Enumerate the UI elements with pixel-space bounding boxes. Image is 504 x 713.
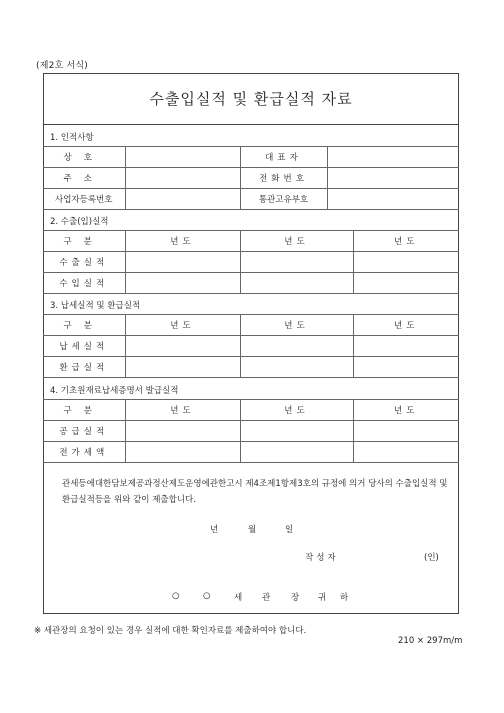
form-number-label: (제2호 서식) — [36, 61, 88, 71]
tax-year3-field[interactable] — [353, 336, 459, 357]
address-field[interactable] — [125, 168, 240, 189]
customs-code-field[interactable] — [327, 189, 459, 210]
section-heading-export-import: 2. 수출(입)실적 — [50, 217, 109, 227]
addressee-char: ○ — [203, 591, 211, 601]
table-row — [43, 252, 459, 273]
transferred-year3-field[interactable] — [353, 442, 459, 463]
import-year1-field[interactable] — [125, 273, 240, 294]
table-row — [43, 189, 459, 210]
representative-field[interactable] — [327, 147, 459, 168]
table-row — [43, 147, 459, 168]
transferred-year2-field[interactable] — [240, 442, 353, 463]
label-phone: 전화번호 — [240, 168, 327, 189]
supply-year2-field[interactable] — [240, 421, 353, 442]
writer-label: 작성자 — [305, 553, 339, 563]
label-refund-record: 환급실적 — [43, 357, 125, 378]
addressee-char: ○ — [172, 591, 180, 601]
submission-statement: 관세등에대한담보제공과정산제도운영에관한고시 제4조제1항제3호의 규정에 의거 당사의 수출입실적 및 환급실적등을 위와 같이 제출합니다. — [62, 479, 448, 505]
tax-year1-field[interactable] — [125, 336, 240, 357]
table-row — [43, 357, 459, 378]
header-year: 년도 — [353, 400, 459, 421]
export-import-table — [43, 230, 459, 294]
table-row — [43, 421, 459, 442]
section-heading-tax-refund: 3. 납세실적 및 환급실적 — [50, 301, 141, 311]
form-title: 수출입실적 및 환급실적 자료 — [43, 73, 459, 125]
addressee-char: 하 — [340, 593, 349, 603]
import-year3-field[interactable] — [353, 273, 459, 294]
refund-year3-field[interactable] — [353, 357, 459, 378]
header-year: 년도 — [125, 231, 240, 252]
label-transferred-tax: 전가세액 — [43, 442, 125, 463]
label-tax-record: 납세실적 — [43, 336, 125, 357]
label-import-record: 수입실적 — [43, 273, 125, 294]
addressee-char: 세 — [234, 593, 243, 603]
header-year: 년도 — [240, 315, 353, 336]
table-row — [43, 336, 459, 357]
refund-year1-field[interactable] — [125, 357, 240, 378]
section-heading-certificate: 4. 기초원재료납세증명서 발급실적 — [50, 386, 179, 396]
personal-info-table — [43, 146, 459, 210]
label-address: 주소 — [43, 168, 125, 189]
table-row — [43, 168, 459, 189]
label-business-reg-no: 사업자등록번호 — [43, 189, 125, 210]
table-row — [43, 315, 459, 336]
label-customs-code: 통관고유부호 — [240, 189, 327, 210]
header-category: 구분 — [43, 315, 125, 336]
export-year2-field[interactable] — [240, 252, 353, 273]
table-row — [43, 231, 459, 252]
header-year: 년도 — [240, 400, 353, 421]
header-category: 구분 — [43, 231, 125, 252]
header-year: 년도 — [125, 400, 240, 421]
tax-year2-field[interactable] — [240, 336, 353, 357]
date-year-label: 년 — [210, 525, 219, 535]
supply-year3-field[interactable] — [353, 421, 459, 442]
footnote: ※ 세관장의 요청이 있는 경우 실적에 대한 확인자료를 제출하여야 합니다. — [34, 626, 307, 636]
header-year: 년도 — [125, 315, 240, 336]
tax-refund-table — [43, 314, 459, 378]
header-year: 년도 — [353, 231, 459, 252]
addressee-char: 관 — [262, 593, 271, 603]
addressee-char: 귀 — [318, 593, 327, 603]
date-day-label: 일 — [285, 525, 294, 535]
header-category: 구분 — [43, 400, 125, 421]
supply-year1-field[interactable] — [125, 421, 240, 442]
paper-size-label: 210 × 297m/m — [398, 636, 463, 646]
section-heading-personal-info: 1. 인적사항 — [50, 133, 94, 143]
import-year2-field[interactable] — [240, 273, 353, 294]
label-supply-record: 공급실적 — [43, 421, 125, 442]
label-export-record: 수출실적 — [43, 252, 125, 273]
label-representative: 대표자 — [240, 147, 327, 168]
table-row — [43, 442, 459, 463]
transferred-year1-field[interactable] — [125, 442, 240, 463]
export-year1-field[interactable] — [125, 252, 240, 273]
phone-field[interactable] — [327, 168, 459, 189]
company-name-field[interactable] — [125, 147, 240, 168]
label-company-name: 상호 — [43, 147, 125, 168]
certificate-table — [43, 399, 459, 463]
business-reg-no-field[interactable] — [125, 189, 240, 210]
seal-mark: (인) — [424, 553, 439, 563]
table-row — [43, 400, 459, 421]
export-year3-field[interactable] — [353, 252, 459, 273]
refund-year2-field[interactable] — [240, 357, 353, 378]
header-year: 년도 — [240, 231, 353, 252]
date-month-label: 월 — [248, 525, 257, 535]
table-row — [43, 273, 459, 294]
header-year: 년도 — [353, 315, 459, 336]
addressee-char: 장 — [291, 593, 300, 603]
